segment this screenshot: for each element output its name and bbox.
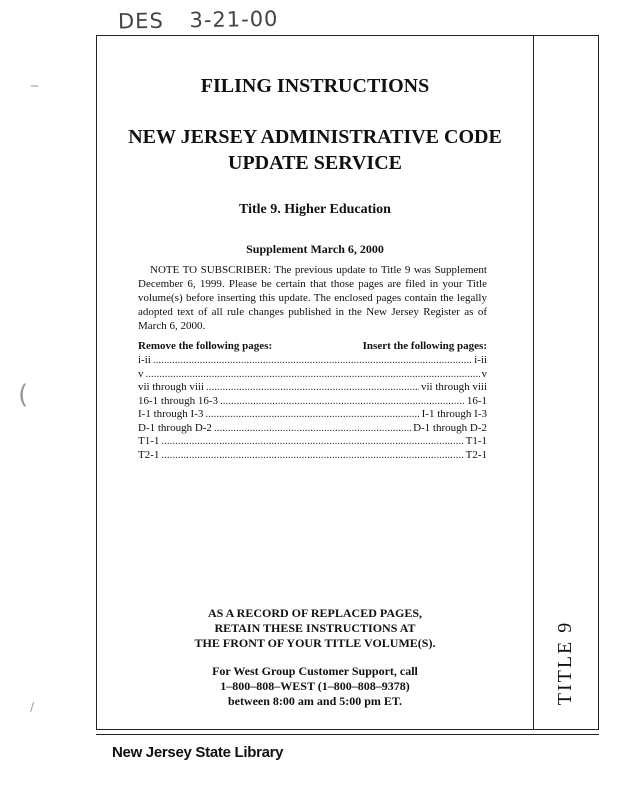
spine-divider	[533, 35, 534, 730]
insert-page: T2-1	[465, 448, 487, 461]
record-notice	[110, 606, 520, 651]
record-notice-line: RETAIN THESE INSTRUCTIONS AT	[214, 621, 416, 635]
table-row	[138, 449, 487, 463]
filing-title: FILING INSTRUCTIONS	[200, 75, 430, 97]
insert-page: i-ii	[474, 354, 487, 366]
remove-page: vii through viii	[138, 381, 204, 393]
record-notice-line: AS A RECORD OF REPLACED PAGES,	[207, 606, 423, 620]
remove-header: Remove the following pages:	[138, 340, 273, 352]
dot-leader	[220, 395, 465, 409]
remove-page: i-ii	[138, 354, 151, 366]
dot-leader	[161, 449, 463, 463]
handwritten-date: 3-21-00	[189, 6, 279, 33]
insert-page: D-1 through D-2	[413, 421, 487, 434]
customer-support	[110, 664, 520, 709]
title-subject: Title 9. Higher Education	[239, 202, 391, 217]
table-row	[138, 422, 487, 436]
insert-page: v	[481, 367, 487, 380]
supplement-date: Supplement March 6, 2000	[246, 242, 384, 256]
dot-leader	[161, 435, 463, 449]
table-row	[138, 435, 487, 449]
dot-leader	[146, 368, 480, 382]
remove-page: 16-1 through 16-3	[138, 394, 219, 407]
table-row	[138, 381, 487, 395]
pages-table	[138, 354, 487, 462]
support-hours: between 8:00 am and 5:00 pm ET.	[227, 694, 403, 708]
dot-leader	[153, 354, 472, 368]
table-row	[138, 368, 487, 382]
support-line: For West Group Customer Support, call	[212, 664, 418, 678]
record-notice-line: THE FRONT OF YOUR TITLE VOLUME(S).	[194, 636, 436, 650]
handwritten-note	[118, 6, 297, 33]
remove-page: I-1 through I-3	[138, 408, 204, 420]
insert-header: Insert the following pages:	[362, 340, 487, 352]
dot-leader	[214, 422, 411, 436]
scan-mark: ∕	[30, 700, 35, 714]
pages-table-header	[138, 340, 487, 354]
spine-label: TITLE 9	[554, 620, 576, 706]
border-double-line	[96, 734, 599, 735]
scan-mark: ‒	[30, 78, 39, 94]
support-phone: 1–800–808–WEST (1–800–808–9378)	[220, 679, 410, 693]
insert-page: 16-1	[466, 394, 487, 407]
insert-page: vii through viii	[421, 381, 487, 393]
library-stamp: New Jersey State Library	[112, 744, 284, 761]
insert-page: I-1 through I-3	[421, 408, 487, 420]
code-title-line2: UPDATE SERVICE	[228, 152, 402, 174]
code-title	[110, 124, 520, 176]
remove-page: T2-1	[138, 448, 160, 461]
dot-leader	[206, 381, 419, 395]
table-row	[138, 354, 487, 368]
code-title-line1: NEW JERSEY ADMINISTRATIVE CODE	[128, 126, 502, 148]
note-to-subscriber: NOTE TO SUBSCRIBER: The previous update to Title 9 was Supplement December 6, 1999. Please be certain that those pages are filed in your Title volume(s) before inserting this update. The enclosed pages contain the legally adopted text of all rule changes published in the New Jersey Register as of March 6, 2000.	[138, 264, 487, 332]
binder-hole-mark: (	[18, 380, 29, 410]
insert-page: T1-1	[465, 435, 487, 447]
handwritten-initials: DES	[117, 8, 164, 34]
table-row	[138, 395, 487, 409]
remove-page: D-1 through D-2	[138, 421, 212, 434]
remove-page: v	[138, 367, 144, 380]
remove-page: T1-1	[138, 435, 160, 447]
table-row	[138, 408, 487, 422]
dot-leader	[205, 408, 419, 422]
